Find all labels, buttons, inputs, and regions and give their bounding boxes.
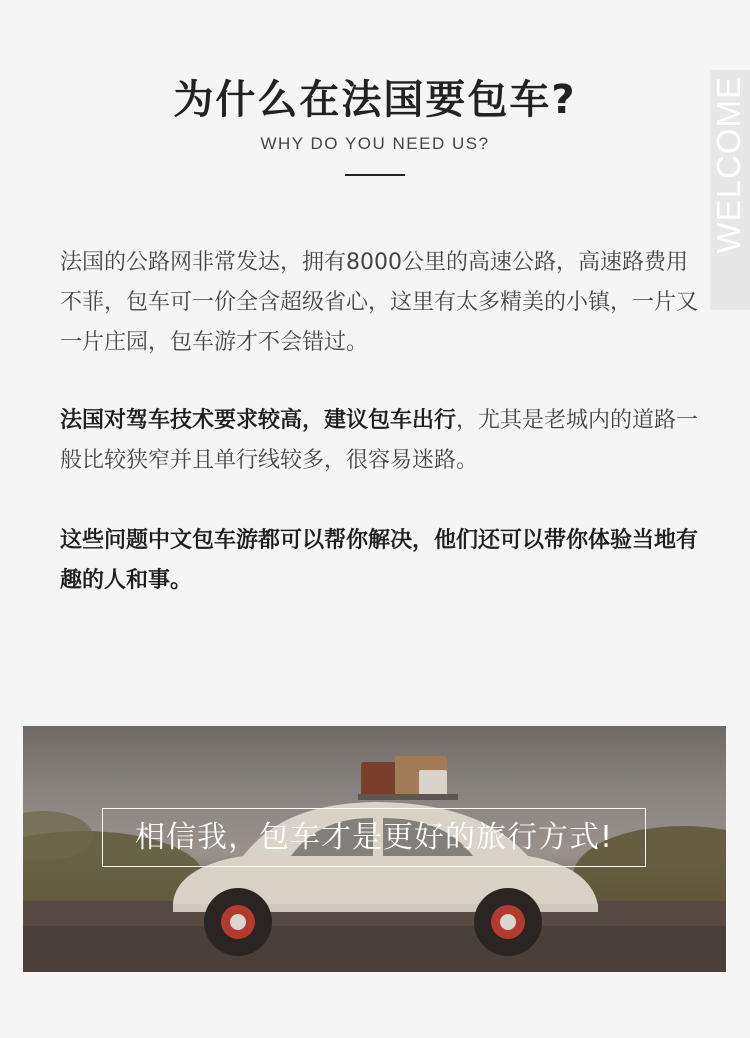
intro-paragraph: 法国的公路网非常发达，拥有8000公里的高速公路，高速路费用不菲，包车可一价全含超级省心，这里有太多精美的小镇，一片又一片庄园，包车游才不会错过。 xyxy=(60,250,699,355)
page-title: 为什么在法国要包车? xyxy=(173,77,577,123)
title-divider xyxy=(345,174,405,176)
solution-paragraph: 这些问题中文包车游都可以帮你解决，他们还可以带你体验当地有趣的人和事。 xyxy=(60,528,699,593)
driving-paragraph xyxy=(60,401,700,481)
suitcase-white xyxy=(419,770,447,798)
side-decoration-text: WELCOME xyxy=(710,76,747,254)
page-subtitle: WHY DO YOU NEED US? xyxy=(260,134,490,153)
driving-paragraph-rest: ，尤其是老城内的道路一般比较狭窄并且单行线较多，很容易迷路。 xyxy=(60,408,699,473)
banner-caption: 相信我，包车才是更好的旅行方式! xyxy=(134,820,614,855)
driving-paragraph-emphasis: 法国对驾车技术要求较高，建议包车出行 xyxy=(60,408,457,433)
roof-rack xyxy=(358,794,458,800)
